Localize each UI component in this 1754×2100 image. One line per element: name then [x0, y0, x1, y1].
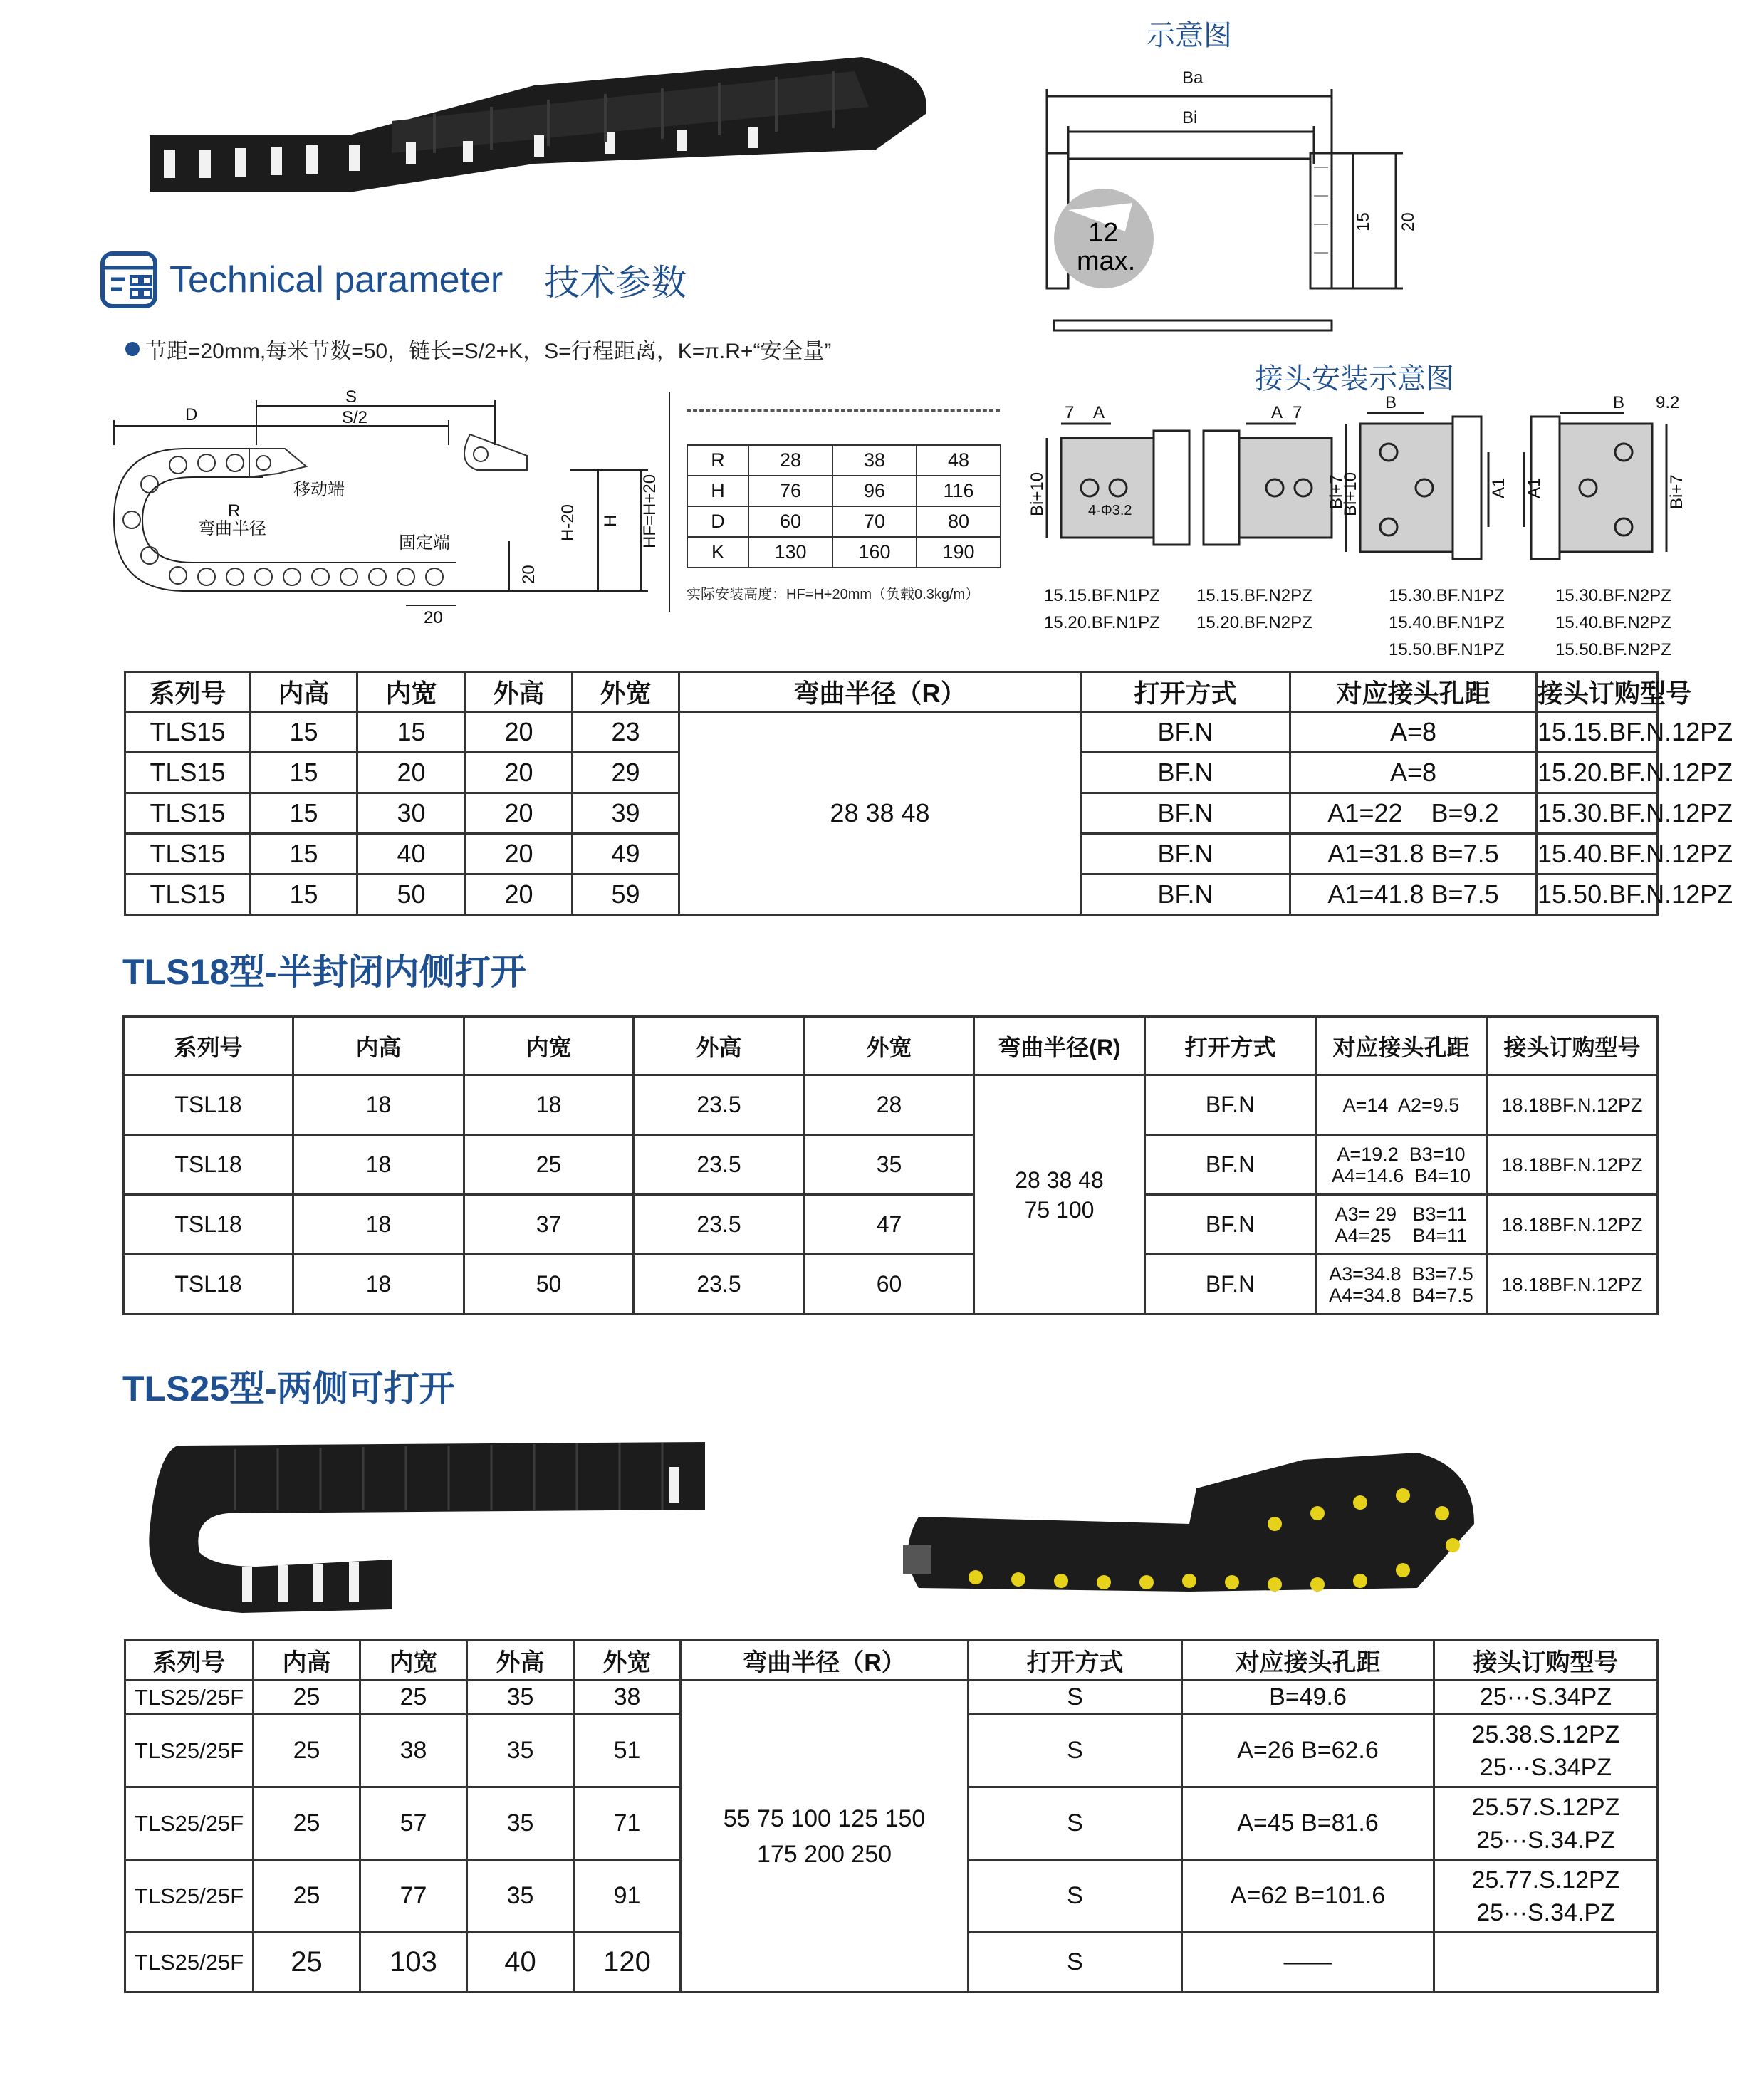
- table-cell: 30: [357, 793, 466, 834]
- connector-diagram: [1028, 393, 1702, 566]
- table-cell: TLS15: [125, 834, 251, 874]
- table-cell: TSL18: [124, 1135, 293, 1195]
- table-cell: 35: [467, 1681, 574, 1715]
- table-cell: S: [969, 1933, 1182, 1992]
- label-9-2: 9.2: [1656, 393, 1680, 412]
- column-header: 打开方式: [1145, 1017, 1316, 1075]
- label-d: D: [185, 405, 198, 424]
- label-a-right: A: [1271, 403, 1283, 422]
- label-b-right: B: [1613, 393, 1625, 412]
- radius-cell: [681, 1681, 969, 1992]
- table-cell: 25: [254, 1681, 360, 1715]
- column-header: 对应接头孔距: [1290, 672, 1537, 712]
- table-cell: 25: [254, 1860, 360, 1933]
- drag-chain-photo-left: [135, 1431, 719, 1624]
- table-cell: 18: [293, 1075, 464, 1135]
- table-cell: 15: [251, 753, 357, 793]
- table-cell: 29: [573, 753, 679, 793]
- table-cell: 15.20.BF.N.12PZ: [1537, 753, 1658, 793]
- table-header-row: [124, 1017, 1658, 1075]
- radius-cell: 28 38 48: [679, 712, 1081, 915]
- table-row: [687, 537, 1001, 568]
- table-cell: 25: [254, 1787, 360, 1860]
- hole-line-1: A3=34.8 B3=7.5: [1329, 1263, 1473, 1285]
- table-cell: BF.N: [1145, 1135, 1316, 1195]
- table-cell: BF.N: [1081, 793, 1290, 834]
- label-a1-left: A1: [1489, 477, 1508, 498]
- table-cell: 20: [466, 712, 573, 753]
- label-bi7-b: Bi+7: [1667, 474, 1686, 509]
- table-cell: [1316, 1075, 1487, 1135]
- label-7-right: 7: [1293, 403, 1303, 422]
- connector-models-col1: [1044, 583, 1160, 637]
- label-bend-radius: 弯曲半径: [198, 519, 266, 538]
- column-header: 系列号: [125, 672, 251, 712]
- table-cell: TLS15: [125, 753, 251, 793]
- table-cell: 77: [360, 1860, 467, 1933]
- column-header: 外高: [467, 1641, 574, 1681]
- label-moving-end: 移动端: [293, 480, 345, 499]
- label-max: max.: [1077, 246, 1136, 276]
- column-header: 弯曲半径（R）: [679, 672, 1081, 712]
- rhdk-topline: [687, 409, 1000, 412]
- model-line-1: 25.38.S.12PZ: [1471, 1720, 1620, 1748]
- list-item: 15.15.BF.N2PZ: [1196, 586, 1312, 605]
- table-cell: B=49.6: [1182, 1681, 1434, 1715]
- table-header-row: [125, 672, 1658, 712]
- label-20-horiz: 20: [424, 608, 443, 627]
- table-cell: 116: [917, 476, 1001, 506]
- drag-chain-photo-right: [890, 1446, 1481, 1616]
- table-cell: A=62 B=101.6: [1182, 1860, 1434, 1933]
- table-cell: 15.40.BF.N.12PZ: [1537, 834, 1658, 874]
- table-cell: 15: [251, 874, 357, 915]
- column-header: 内宽: [360, 1641, 467, 1681]
- table-cell: 28: [748, 445, 832, 476]
- table-cell: 103: [360, 1933, 467, 1992]
- table-cell: 20: [466, 834, 573, 874]
- table-cell: TLS25/25F: [125, 1933, 254, 1992]
- table-row: [687, 506, 1001, 537]
- connector-diagram-title: 接头安装示意图: [1255, 363, 1454, 395]
- list-item: 15.40.BF.N1PZ: [1389, 613, 1505, 632]
- list-item: 15.30.BF.N2PZ: [1555, 586, 1671, 605]
- radius-line-1: 28 38 48: [1015, 1166, 1104, 1193]
- table-cell: 15.50.BF.N.12PZ: [1537, 874, 1658, 915]
- spec-table-tls15: [124, 671, 1733, 916]
- column-header: 内高: [254, 1641, 360, 1681]
- column-header: 打开方式: [1081, 672, 1290, 712]
- table-cell: TLS25/25F: [125, 1681, 254, 1715]
- radius-cell: [974, 1075, 1145, 1315]
- list-item: 15.50.BF.N2PZ: [1555, 640, 1671, 659]
- column-header: 内高: [251, 672, 357, 712]
- label-ba: Ba: [1182, 68, 1204, 88]
- table-cell: 40: [467, 1933, 574, 1992]
- table-cell: 20: [357, 753, 466, 793]
- table-cell: 23.5: [634, 1135, 805, 1195]
- table-cell: 18.18BF.N.12PZ: [1487, 1075, 1658, 1135]
- table-cell: 23.5: [634, 1255, 805, 1315]
- table-cell: 39: [573, 793, 679, 834]
- table-cell: 25···S.34PZ: [1434, 1681, 1658, 1715]
- tls18-section-title: TLS18型-半封闭内侧打开: [122, 952, 526, 992]
- table-cell: 91: [574, 1860, 681, 1933]
- table-cell: BF.N: [1081, 874, 1290, 915]
- column-header: 对应接头孔距: [1182, 1641, 1434, 1681]
- connector-models-col2: [1196, 583, 1312, 637]
- label-bi10-a: Bi+10: [1028, 471, 1047, 516]
- table-cell: 20: [466, 753, 573, 793]
- table-cell: 18: [293, 1195, 464, 1255]
- table-cell: A=8: [1290, 712, 1537, 753]
- table-cell: BF.N: [1145, 1255, 1316, 1315]
- table-cell: [1316, 1135, 1487, 1195]
- label-20: 20: [1399, 212, 1418, 231]
- column-header: 系列号: [125, 1641, 254, 1681]
- table-cell: 59: [573, 874, 679, 915]
- table-cell: D: [687, 506, 748, 537]
- spec-table-tls18: [122, 1015, 1659, 1315]
- table-cell: TLS15: [125, 793, 251, 834]
- table-cell: 80: [917, 506, 1001, 537]
- table-cell: 35: [467, 1787, 574, 1860]
- column-header: 接头订购型号: [1487, 1017, 1658, 1075]
- column-header: 内高: [293, 1017, 464, 1075]
- table-cell: 57: [360, 1787, 467, 1860]
- hole-line-1: A3= 29 B3=11: [1335, 1203, 1468, 1225]
- table-cell: 76: [748, 476, 832, 506]
- label-bi7-a: Bi+7: [1327, 474, 1346, 509]
- label-h: H: [601, 514, 620, 527]
- table-cell: 15: [251, 793, 357, 834]
- label-holes: 4-Φ3.2: [1088, 503, 1132, 518]
- label-s: S: [345, 387, 357, 407]
- list-item: 15.50.BF.N1PZ: [1389, 640, 1505, 659]
- radius-line-2: 75 100: [1024, 1196, 1095, 1223]
- model-line-1: 25.77.S.12PZ: [1471, 1866, 1620, 1893]
- column-header: 外宽: [573, 672, 679, 712]
- table-cell: TLS25/25F: [125, 1715, 254, 1787]
- table-cell: BF.N: [1081, 753, 1290, 793]
- rhdk-table: [687, 444, 1001, 568]
- table-cell: TSL18: [124, 1255, 293, 1315]
- column-header: 内宽: [357, 672, 466, 712]
- table-cell: 23.5: [634, 1075, 805, 1135]
- label-a-left: A: [1093, 403, 1105, 422]
- table-cell: [1434, 1715, 1658, 1787]
- table-cell: R: [687, 445, 748, 476]
- table-cell: A=45 B=81.6: [1182, 1787, 1434, 1860]
- title-en: Technical parameter: [169, 259, 503, 301]
- column-header: 外高: [466, 672, 573, 712]
- table-row: [124, 1075, 1658, 1135]
- model-line-2: 25···S.34PZ: [1479, 1753, 1612, 1781]
- label-h-20: H-20: [558, 503, 578, 541]
- table-cell: BF.N: [1145, 1195, 1316, 1255]
- table-cell: [1434, 1933, 1658, 1992]
- table-row: [124, 1195, 1658, 1255]
- column-header: 弯曲半径(R): [974, 1017, 1145, 1075]
- label-bi10-b: Bi+10: [1341, 471, 1360, 516]
- table-cell: TSL18: [124, 1075, 293, 1135]
- list-item: 15.20.BF.N2PZ: [1196, 613, 1312, 632]
- table-header-row: [125, 1641, 1658, 1681]
- table-cell: S: [969, 1681, 1182, 1715]
- model-line-1: 25.57.S.12PZ: [1471, 1793, 1620, 1821]
- column-header: 外宽: [574, 1641, 681, 1681]
- table-cell: 15: [357, 712, 466, 753]
- table-cell: 20: [466, 874, 573, 915]
- table-cell: 130: [748, 537, 832, 568]
- table-cell: 48: [917, 445, 1001, 476]
- column-header: 打开方式: [969, 1641, 1182, 1681]
- table-cell: TLS15: [125, 712, 251, 753]
- label-7-left: 7: [1065, 403, 1075, 422]
- list-item: 15.40.BF.N2PZ: [1555, 613, 1671, 632]
- label-s2: S/2: [342, 408, 368, 427]
- table-row: [125, 712, 1658, 753]
- table-cell: 47: [805, 1195, 974, 1255]
- table-cell: 71: [574, 1787, 681, 1860]
- table-row: [124, 1255, 1658, 1315]
- label-r: R: [228, 501, 241, 521]
- label-b-left: B: [1385, 393, 1397, 412]
- table-cell: 18: [293, 1255, 464, 1315]
- label-20-vert: 20: [519, 565, 538, 584]
- bullet-icon: [125, 342, 140, 356]
- spec-table-tls25: [124, 1639, 1659, 1993]
- table-cell: 37: [464, 1195, 634, 1255]
- table-cell: 23: [573, 712, 679, 753]
- table-cell: 51: [574, 1715, 681, 1787]
- column-header: 内宽: [464, 1017, 634, 1075]
- table-cell: A1=31.8 B=7.5: [1290, 834, 1537, 874]
- table-cell: A1=22 B=9.2: [1290, 793, 1537, 834]
- table-cell: 20: [466, 793, 573, 834]
- table-cell: 15: [251, 834, 357, 874]
- table-cell: TLS15: [125, 874, 251, 915]
- table-cell: H: [687, 476, 748, 506]
- radius-line-1: 55 75 100 125 150: [723, 1804, 926, 1832]
- drag-chain-photo-top: [135, 28, 947, 207]
- note-text: 节距=20mm,每米节数=50，链长=S/2+K，S=行程距离，K=π.R+“安全量”: [145, 340, 832, 363]
- column-header: 外宽: [805, 1017, 974, 1075]
- title-cn: 技术参数: [544, 263, 687, 303]
- table-cell: 18.18BF.N.12PZ: [1487, 1135, 1658, 1195]
- table-cell: [1434, 1787, 1658, 1860]
- table-cell: A=8: [1290, 753, 1537, 793]
- table-cell: 96: [832, 476, 917, 506]
- table-cell: 25: [464, 1135, 634, 1195]
- table-cell: 50: [464, 1255, 634, 1315]
- hole-line-2: A4=34.8 B4=7.5: [1329, 1284, 1473, 1306]
- table-cell: 38: [360, 1715, 467, 1787]
- list-item: 15.30.BF.N1PZ: [1389, 586, 1505, 605]
- table-cell: 38: [832, 445, 917, 476]
- column-header: 外高: [634, 1017, 805, 1075]
- label-hf: HF=H+20: [640, 474, 659, 548]
- table-cell: 15: [251, 712, 357, 753]
- table-cell: 15.15.BF.N.12PZ: [1537, 712, 1658, 753]
- table-cell: 70: [832, 506, 917, 537]
- table-cell: S: [969, 1787, 1182, 1860]
- table-cell: 60: [748, 506, 832, 537]
- table-cell: 18.18BF.N.12PZ: [1487, 1195, 1658, 1255]
- schematic-title: 示意图: [1147, 20, 1232, 51]
- table-cell: S: [969, 1860, 1182, 1933]
- table-cell: A=26 B=62.6: [1182, 1715, 1434, 1787]
- hole-line-1: A=14 A2=9.5: [1342, 1094, 1460, 1116]
- list-item: 15.20.BF.N1PZ: [1044, 613, 1160, 632]
- table-cell: ——: [1182, 1933, 1434, 1992]
- connector-models-col3: [1389, 583, 1505, 664]
- connector-models-col4: [1555, 583, 1671, 664]
- column-header: 对应接头孔距: [1316, 1017, 1487, 1075]
- table-cell: 38: [574, 1681, 681, 1715]
- table-cell: 28: [805, 1075, 974, 1135]
- table-row: [687, 445, 1001, 476]
- label-15: 15: [1354, 212, 1373, 231]
- model-line-2: 25···S.34.PZ: [1476, 1826, 1615, 1854]
- table-row: [125, 1681, 1658, 1715]
- document-grid-icon: [100, 251, 158, 309]
- table-cell: 25: [254, 1715, 360, 1787]
- table-cell: 25: [254, 1933, 360, 1992]
- table-cell: K: [687, 537, 748, 568]
- table-cell: 15.30.BF.N.12PZ: [1537, 793, 1658, 834]
- table-cell: 35: [805, 1135, 974, 1195]
- table-cell: [1316, 1255, 1487, 1315]
- hole-line-2: A4=14.6 B4=10: [1331, 1164, 1471, 1186]
- table-cell: 18.18BF.N.12PZ: [1487, 1255, 1658, 1315]
- table-row: [687, 476, 1001, 506]
- schematic-diagram: [1040, 61, 1439, 345]
- column-header: 系列号: [124, 1017, 293, 1075]
- table-cell: 18: [464, 1075, 634, 1135]
- table-cell: 49: [573, 834, 679, 874]
- table-cell: BF.N: [1145, 1075, 1316, 1135]
- table-cell: 23.5: [634, 1195, 805, 1255]
- table-cell: TLS25/25F: [125, 1860, 254, 1933]
- table-cell: BF.N: [1081, 834, 1290, 874]
- label-a1-right: A1: [1525, 477, 1544, 498]
- column-header: 接头订购型号: [1434, 1641, 1658, 1681]
- table-cell: 35: [467, 1715, 574, 1787]
- column-header: 弯曲半径（R）: [681, 1641, 969, 1681]
- label-12: 12: [1088, 218, 1119, 248]
- chain-dimension-diagram: [100, 387, 669, 627]
- column-header: 接头订购型号: [1537, 672, 1658, 712]
- table-cell: A1=41.8 B=7.5: [1290, 874, 1537, 915]
- table-row: [124, 1135, 1658, 1195]
- hole-line-2: A4=25 B4=11: [1335, 1224, 1468, 1246]
- model-line-2: 25···S.34.PZ: [1476, 1898, 1615, 1926]
- table-cell: TLS25/25F: [125, 1787, 254, 1860]
- table-cell: BF.N: [1081, 712, 1290, 753]
- table-cell: S: [969, 1715, 1182, 1787]
- table-cell: 160: [832, 537, 917, 568]
- table-cell: 190: [917, 537, 1001, 568]
- label-fixed-end: 固定端: [399, 533, 450, 553]
- radius-line-2: 175 200 250: [756, 1840, 892, 1868]
- table-cell: 40: [357, 834, 466, 874]
- rhdk-note: 实际安装高度：HF=H+20mm（负载0.3kg/m）: [687, 587, 980, 602]
- table-cell: TSL18: [124, 1195, 293, 1255]
- table-cell: 25: [360, 1681, 467, 1715]
- list-item: 15.15.BF.N1PZ: [1044, 586, 1160, 605]
- table-cell: 18: [293, 1135, 464, 1195]
- spec-note: [125, 333, 831, 365]
- label-bi: Bi: [1182, 108, 1198, 127]
- table-cell: 120: [574, 1933, 681, 1992]
- table-cell: 35: [467, 1860, 574, 1933]
- tls25-section-title: TLS25型-两侧可打开: [122, 1369, 455, 1409]
- table-cell: [1316, 1195, 1487, 1255]
- table-cell: 50: [357, 874, 466, 915]
- table-cell: 60: [805, 1255, 974, 1315]
- hole-line-1: A=19.2 B3=10: [1337, 1143, 1466, 1165]
- table-cell: [1434, 1860, 1658, 1933]
- section-title: [100, 251, 687, 309]
